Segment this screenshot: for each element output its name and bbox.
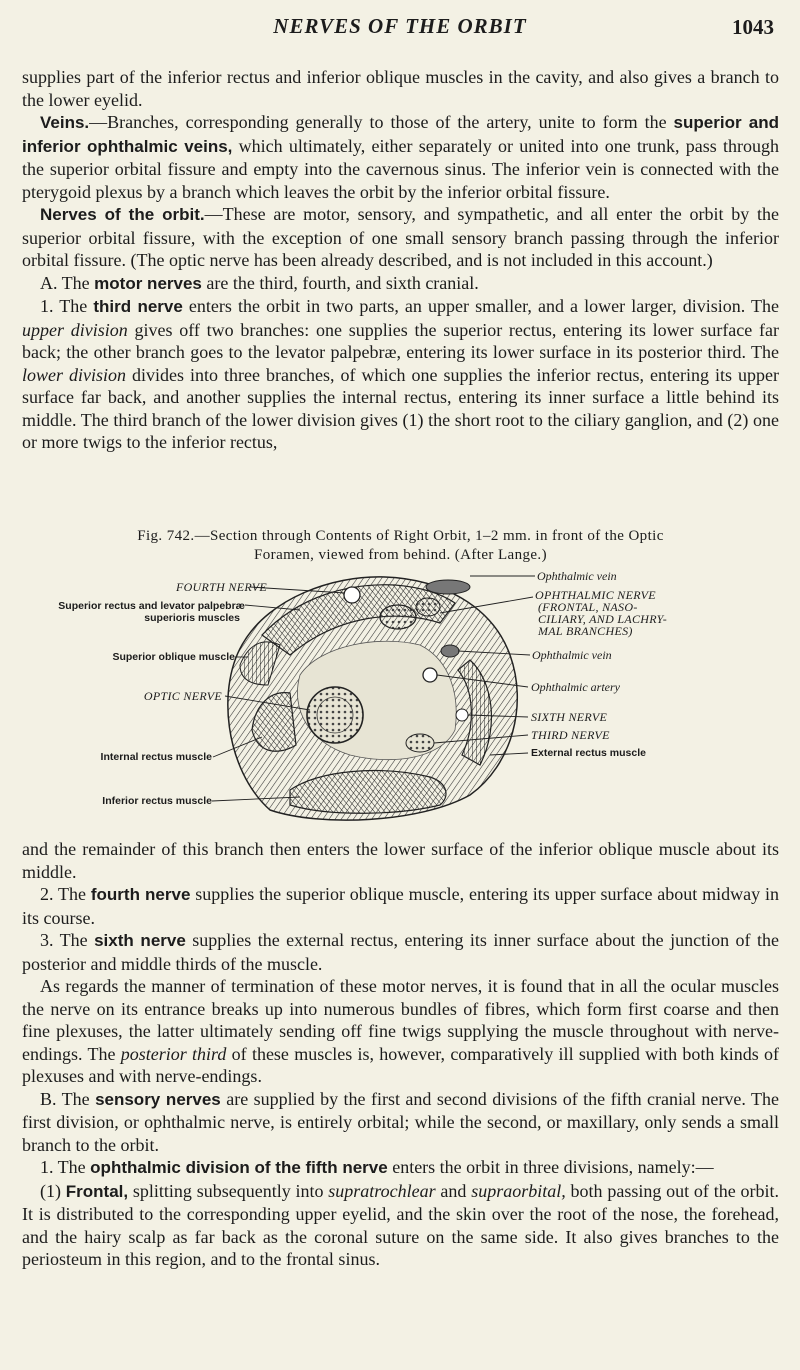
italic-term: posterior third [120, 1043, 227, 1064]
caption-line: Foramen, viewed from behind. (After Lange.) [254, 547, 547, 563]
italic-term: upper division [22, 319, 128, 340]
text-run: As regards the manner of termination of these motor nerves, it is found that in all the ocular muscles the nerve on its entrance breaks up into numerous bundles of fibres, which form first coarse and then fine plexuses, the latter ultimately sending off fine twigs supplying the muscle throughout with nerve-endings. The [22, 976, 779, 1064]
text-run: 3. The [40, 930, 95, 950]
label-third-nerve: THIRD NERVE [531, 728, 610, 742]
bold-term: third nerve [93, 297, 183, 316]
sixth-nerve-section [456, 709, 468, 721]
page-number: 1043 [732, 15, 774, 39]
caption-line: Fig. 742.—Section through Contents of Right Orbit, 1–2 mm. in front of the Optic [137, 528, 664, 544]
page-header [0, 14, 800, 44]
paragraph [22, 838, 779, 883]
section-heading: Veins. [40, 113, 90, 132]
paragraph-termination [22, 975, 779, 1088]
paragraph-ophthalmic [22, 1156, 779, 1180]
text-run: and the remainder of this branch then enters the lower surface of the inferior oblique muscle about its middle. [22, 839, 779, 882]
text-run: are supplied by the first and second divisions of the fifth cranial nerve. The first division, or ophthalmic nerve, is entirely orbital; while the second, or maxillary, only sends a small branch to the orbit. [22, 1088, 780, 1155]
label-superior-rectus-line2: superioris muscles [144, 612, 240, 624]
label-superior-oblique: Superior oblique muscle [112, 651, 235, 663]
label-ophthalmic-artery: Ophthalmic artery [531, 680, 620, 694]
text-run: 2. The [40, 884, 91, 904]
fourth-nerve-section [344, 587, 360, 603]
label-ophthalmic-nerve-line4: MAL BRANCHES) [538, 624, 633, 638]
text-run: enters the orbit in three divisions, namely:— [387, 1157, 714, 1177]
orbit-section-figure [0, 565, 800, 825]
text-run: which ultimately, either separately or united into one trunk, pass through the superior orbital fissure and empty into the cavernous sinus. The inferior vein is connected with the pterygoid plexus by a branch which leaves the orbit by the inferior orbital fissure. [22, 135, 780, 202]
label-ophthalmic-vein-top: Ophthalmic vein [537, 569, 617, 583]
label-ophthalmic-nerve-line3: CILIARY, AND LACHRY- [538, 612, 668, 626]
text-run: splitting subsequently into [128, 1180, 329, 1201]
bottom-text-block [22, 838, 779, 1271]
bold-term: motor nerves [94, 273, 202, 293]
paragraph-frontal [22, 1180, 779, 1271]
bold-term: ophthalmic division of the fifth nerve [90, 1158, 388, 1177]
text-run: —Branches, corresponding generally to those of the artery, unite to form the [89, 112, 674, 132]
paragraph-nerves [22, 203, 779, 272]
text-run: enters the orbit in two parts, an upper smaller, and a lower larger, division. The [182, 296, 779, 316]
text-run: —These are motor, sensory, and sympathetic, and all enter the orbit by the superior orbital fissure, with the exception of one small sensory branch passing through the inferior orbital fissure. (The optic nerve has been already described, and is not included in this account.) [22, 204, 780, 270]
text-run: 1. The [40, 296, 94, 316]
ophthalmic-vein-lower [441, 645, 459, 657]
text-run: are the third, fourth, and sixth cranial. [201, 272, 479, 293]
paragraph-sensory [22, 1088, 779, 1157]
paragraph-fourth-nerve [22, 883, 779, 929]
text-run: 1. The [40, 1157, 91, 1177]
label-fourth-nerve: FOURTH NERVE [175, 580, 267, 594]
label-inferior-rectus: Inferior rectus muscle [102, 795, 212, 807]
ophthalmic-artery-section [423, 668, 437, 682]
paragraph-third-nerve [22, 295, 779, 454]
text-run: (1) [40, 1180, 66, 1201]
text-run: supplies part of the inferior rectus and inferior oblique muscles in the cavity, and also gives a branch to the lower eyelid. [22, 67, 779, 110]
bold-term: fourth nerve [90, 885, 191, 904]
paragraph-sixth-nerve [22, 929, 779, 975]
bold-term: sixth nerve [94, 931, 186, 950]
label-ophthalmic-vein: Ophthalmic vein [532, 648, 612, 662]
text-run: divides into three branches, of which one supplies the inferior rectus, entering its upper surface far back, and another supplies the internal rectus, entering its inner surface a little behind its middle. The third branch of the lower division gives (1) the short root to the ciliary ganglion, and (2) one or more twigs to the inferior rectus, [22, 364, 779, 452]
label-ophthalmic-nerve-line2: (FRONTAL, NASO- [538, 600, 638, 614]
paragraph-motor [22, 272, 779, 296]
text-run: supplies the external rectus, entering its inner surface about the junction of the posterior and middle thirds of the muscle. [22, 930, 779, 974]
bold-term: sensory nerves [95, 1089, 221, 1109]
paragraph [22, 66, 779, 111]
italic-term: supraorbital, [471, 1180, 566, 1201]
text-run: A. The [40, 272, 95, 293]
text-run: both passing out of the orbit. It is distributed to the corresponding upper eyelid, and the skin over the root of the nose, the forehead, and the hairy scalp as far back as the coronal suture on the same side. It also gives branches to the periosteum in this region, and to the frontal sinus. [22, 1180, 779, 1269]
third-nerve-section [406, 734, 434, 752]
figure-caption [22, 527, 779, 565]
text-run: gives off two branches: one supplies the superior rectus, entering its lower surface far back; the other branch goes to the levator palpebræ, entering its lower surface in its posterior third. The [22, 319, 779, 362]
label-internal-rectus: Internal rectus muscle [100, 751, 212, 763]
italic-term: lower division [22, 364, 127, 385]
running-title: NERVES OF THE ORBIT [273, 14, 527, 38]
text-run: and [435, 1180, 472, 1201]
bold-term: Frontal, [65, 1181, 129, 1201]
bold-term: superior and inferior ophthalmic veins, [22, 113, 779, 156]
top-text-block [22, 66, 779, 454]
section-heading: Nerves of the orbit. [40, 205, 205, 224]
optic-nerve-section [307, 687, 363, 743]
ophthalmic-vein-section [426, 580, 470, 594]
italic-term: supratrochlear [328, 1180, 436, 1201]
label-external-rectus: External rectus muscle [531, 747, 646, 759]
ophthalmic-branch-section [416, 598, 440, 616]
text-run: B. The [40, 1088, 96, 1109]
label-sixth-nerve: SIXTH NERVE [531, 710, 608, 724]
paragraph-veins [22, 111, 779, 203]
label-ophthalmic-nerve-line1: OPHTHALMIC NERVE [535, 588, 656, 602]
ophthalmic-nerve-section [380, 605, 416, 629]
label-superior-rectus-line1: Superior rectus and levator palpebræ [58, 600, 245, 612]
label-optic-nerve: OPTIC NERVE [143, 689, 222, 703]
text-run: of these muscles is, however, comparatively ill supplied with both kinds of plexuses and with nerve-endings. [22, 1043, 779, 1086]
text-run: supplies the superior oblique muscle, entering its upper surface about midway in its course. [22, 884, 779, 928]
